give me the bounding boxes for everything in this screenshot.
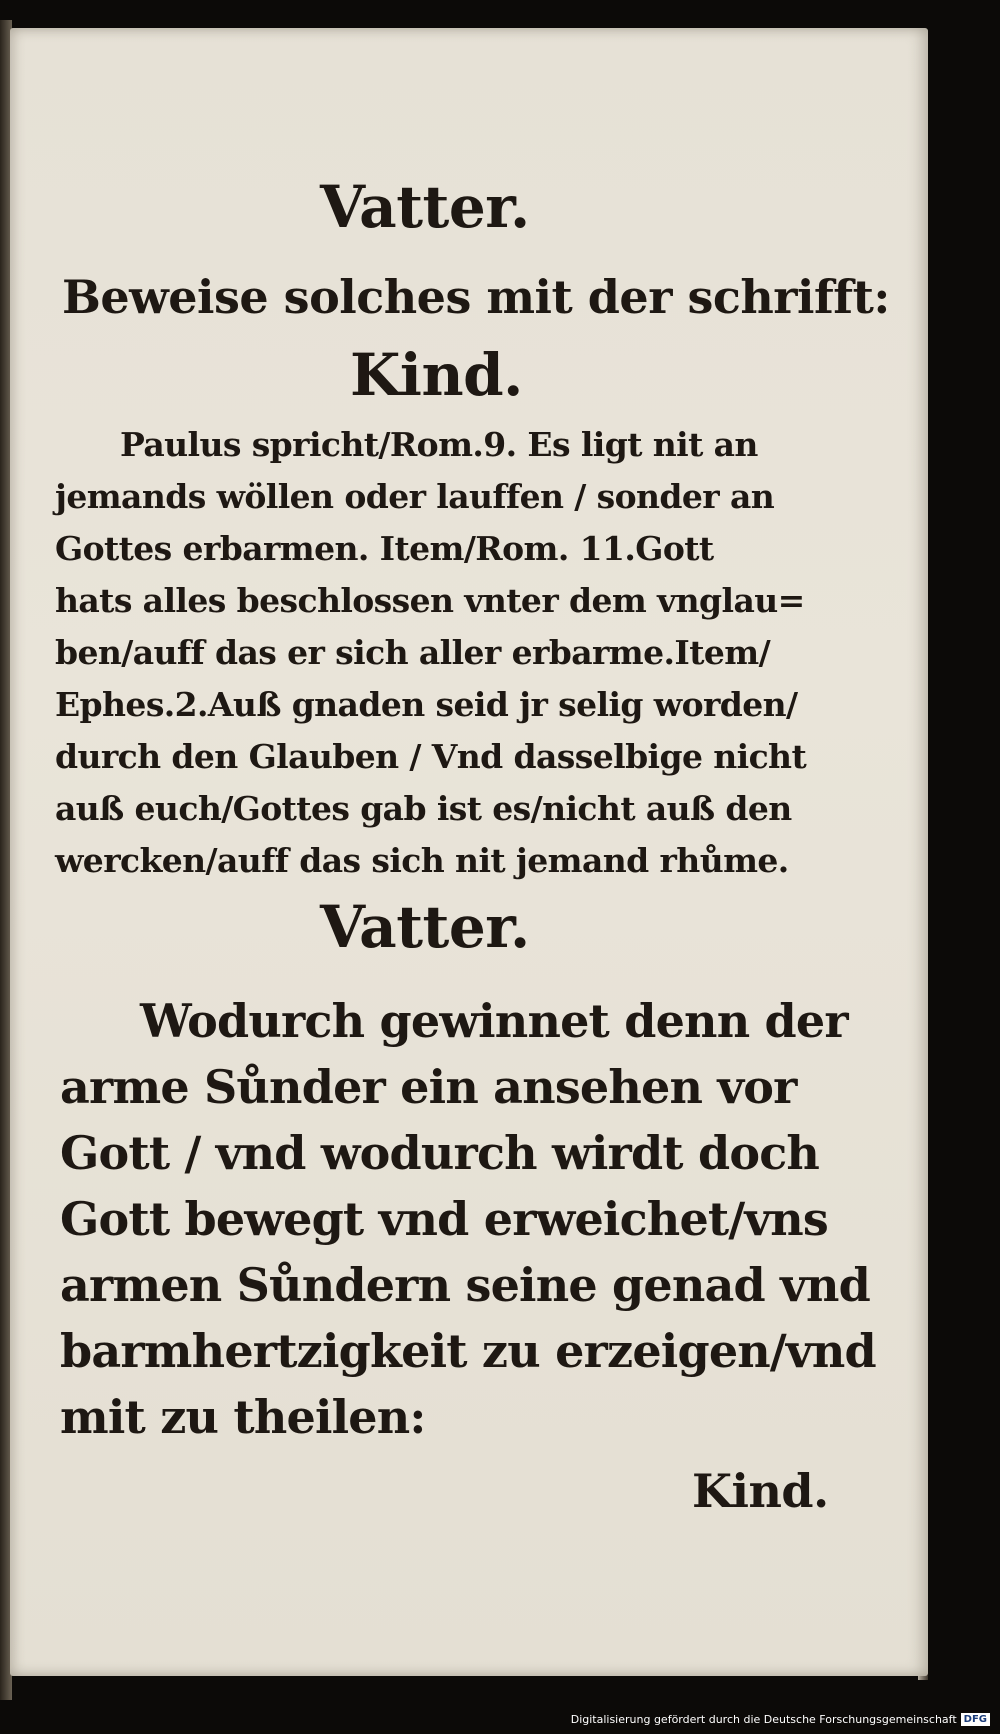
question-line: Wodurch gewinnet denn der: [140, 994, 848, 1048]
answer-line: Ephes.2.Auß gnaden seid jr selig worden/: [55, 685, 798, 724]
answer-line: ben/auff das er sich aller erbarme.Item/: [55, 633, 771, 672]
digitization-credit: [571, 1713, 990, 1726]
question-line: armen Sůndern seine genad vnd: [60, 1258, 871, 1312]
heading-kind-1: Kind.: [350, 341, 523, 409]
credit-text: Digitalisierung gefördert durch die Deutsche Forschungsgemeinschaft: [570, 1713, 957, 1726]
dfg-logo: DFG: [961, 1713, 990, 1726]
answer-line: Paulus spricht/Rom.9. Es ligt nit an: [120, 425, 758, 464]
question-1: Beweise solches mit der schrifft:: [62, 270, 890, 324]
answer-line: durch den Glauben / Vnd dasselbige nicht: [55, 737, 807, 776]
catchword: Kind.: [692, 1464, 829, 1518]
heading-vatter-1: Vatter.: [320, 173, 530, 241]
answer-line: wercken/auff das sich nit jemand rhůme.: [55, 841, 789, 880]
question-line: barmhertzigkeit zu erzeigen/vnd: [60, 1324, 876, 1378]
question-line: mit zu theilen:: [60, 1390, 426, 1444]
book-page: [10, 28, 928, 1676]
answer-line: hats alles beschlossen vnter dem vnglau=: [55, 581, 805, 620]
answer-line: auß euch/Gottes gab ist es/nicht auß den: [55, 789, 792, 828]
question-line: Gott bewegt vnd erweichet/vns: [60, 1192, 829, 1246]
heading-vatter-2: Vatter.: [320, 893, 530, 961]
question-line: Gott / vnd wodurch wirdt doch: [60, 1126, 820, 1180]
answer-line: Gottes erbarmen. Item/Rom. 11.Gott: [55, 529, 714, 568]
answer-line: jemands wöllen oder lauffen / sonder an: [55, 477, 775, 516]
question-line: arme Sůnder ein ansehen vor: [60, 1060, 797, 1114]
